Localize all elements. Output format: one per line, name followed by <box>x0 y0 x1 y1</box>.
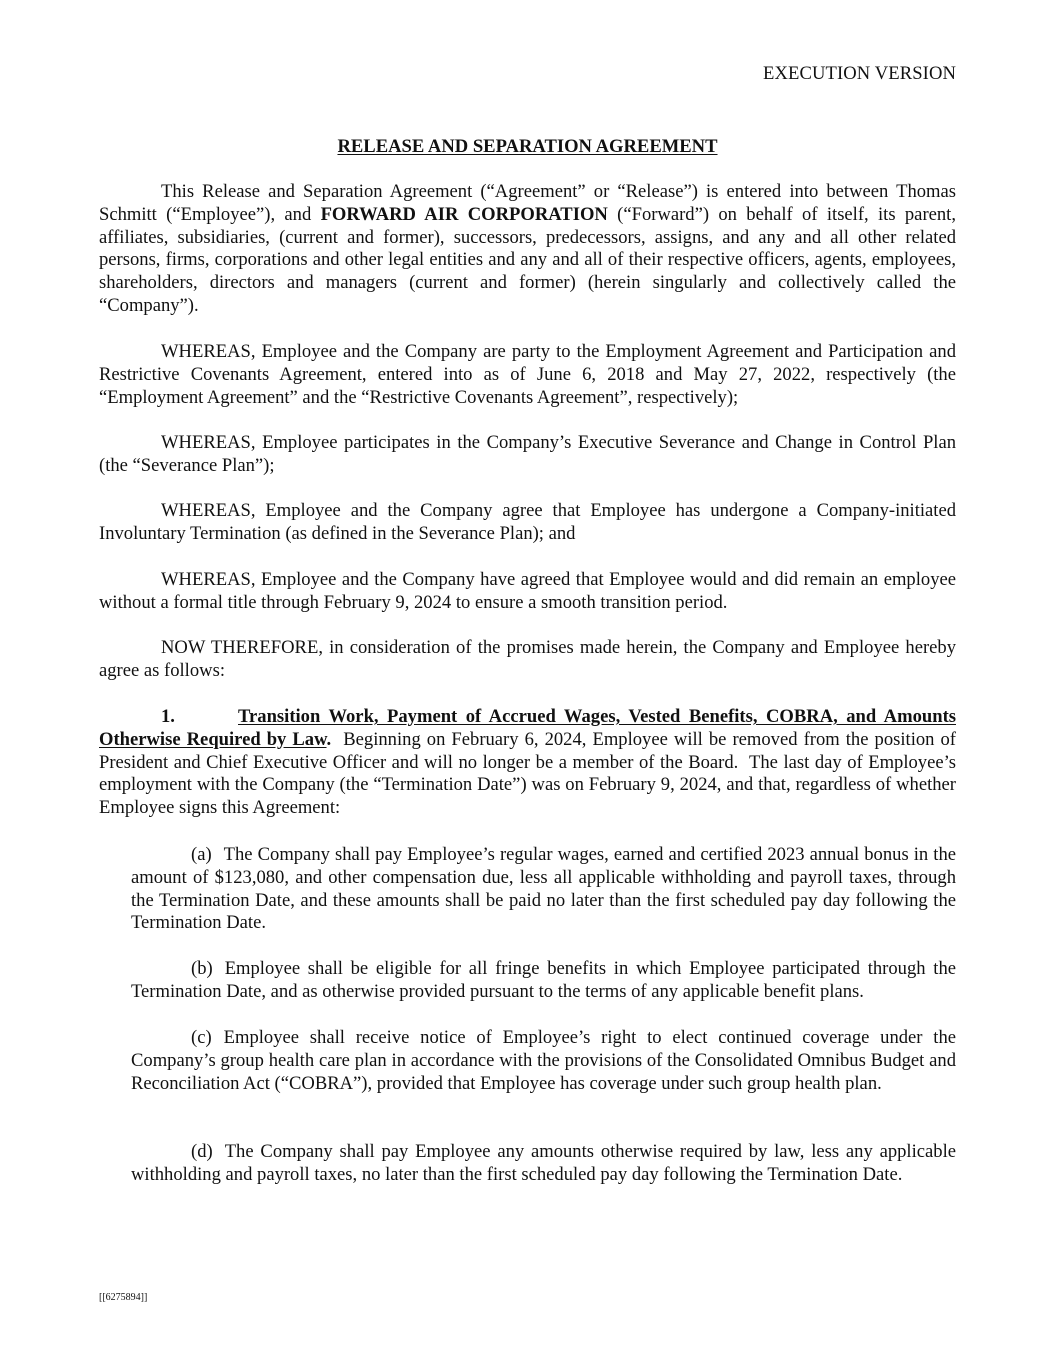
section-body: Beginning on February 6, 2024, Employee will be removed from the position of President and Chief Executive Officer and will no longer be a member of the Board. The last day of Employee’s employment with the Company (the “Termination Date”) was on February 9, 2024, and that, regardless of whether Employee signs this Agreement: <box>99 728 961 819</box>
intro-text-1: This Release and Separation Agreement (“Agreement” or “Release”) is entered into between Thomas Schmitt (“Employee”), and <box>99 181 956 225</box>
subsection-c <box>131 1027 956 1095</box>
subsection-label: (b) <box>191 958 213 979</box>
company-name: FORWARD AIR CORPORATION <box>320 203 608 225</box>
subsection-text: Employee shall receive notice of Employee’s right to elect continued coverage under the Company’s group health care plan in accordance with the provisions of the Consolidated Omnibus Budget and Reconciliation Act (“COBRA”), provided that Employee has coverage under such group health plan. <box>131 1027 956 1094</box>
recital-text: WHEREAS, Employee participates in the Company’s Executive Severance and Change in Control Plan (the “Severance Plan”); <box>99 432 956 476</box>
now-therefore-clause <box>99 637 956 683</box>
recital-transition-period <box>99 569 956 615</box>
recital-text: WHEREAS, Employee and the Company have agreed that Employee would and did remain an employee without a formal title through February 9, 2024 to ensure a smooth transition period. <box>99 569 956 613</box>
subsection-text: The Company shall pay Employee any amounts otherwise required by law, less any applicable withholding and payroll taxes, no later than the first scheduled pay day following the Termination Date. <box>131 1141 956 1185</box>
section-heading-period: . <box>326 728 332 750</box>
document-id-footer: [[6275894]] <box>99 1292 148 1303</box>
recital-involuntary-termination <box>99 500 956 546</box>
intro-text-2: (“Forward”) on behalf of itself, its parent, affiliates, subsidiaries, (current and former), successors, predecessors, assigns, and any and all other related persons, firms, corporations and other legal entities and any and all of their respective officers, agents, employees, shareholders, directors and managers (current and former) (herein singularly and collectively called the “Company”). <box>99 203 956 316</box>
section-1 <box>99 706 961 820</box>
subsection-d <box>131 1141 956 1187</box>
recital-employment-agreement <box>99 341 956 409</box>
subsection-label: (d) <box>191 1141 213 1162</box>
subsection-label: (a) <box>191 844 212 865</box>
section-heading: Transition Work, Payment of Accrued Wages, Vested Benefits, COBRA, and Amounts Otherwise Required by Law <box>99 706 956 750</box>
recital-severance-plan <box>99 432 956 478</box>
section-number: 1. <box>161 706 175 727</box>
subsection-label: (c) <box>191 1027 212 1048</box>
recital-text: WHEREAS, Employee and the Company agree that Employee has undergone a Company-initiated Involuntary Termination (as defined in the Severance Plan); and <box>99 500 956 544</box>
recital-text: NOW THEREFORE, in consideration of the promises made herein, the Company and Employee hereby agree as follows: <box>99 637 956 681</box>
intro-paragraph <box>99 181 956 318</box>
subsection-a <box>131 844 956 935</box>
execution-version-label: EXECUTION VERSION <box>763 63 956 84</box>
subsection-text: Employee shall be eligible for all fringe benefits in which Employee participated through the Termination Date, and as otherwise provided pursuant to the terms of any applicable benefit plans. <box>131 958 956 1002</box>
subsection-b <box>131 958 956 1004</box>
subsection-text: The Company shall pay Employee’s regular wages, earned and certified 2023 annual bonus in the amount of $123,080, and other compensation due, less all applicable withholding and payroll taxes, through the Termination Date, and these amounts shall be paid no later than the first scheduled pay day following the Termination Date. <box>131 844 956 934</box>
recital-text: WHEREAS, Employee and the Company are party to the Employment Agreement and Participation and Restrictive Covenants Agreement, entered into as of June 6, 2018 and May 27, 2022, respectively (the “Employment Agreement” and the “Restrictive Covenants Agreement”, respectively); <box>99 341 956 408</box>
document-title: RELEASE AND SEPARATION AGREEMENT <box>337 136 718 157</box>
